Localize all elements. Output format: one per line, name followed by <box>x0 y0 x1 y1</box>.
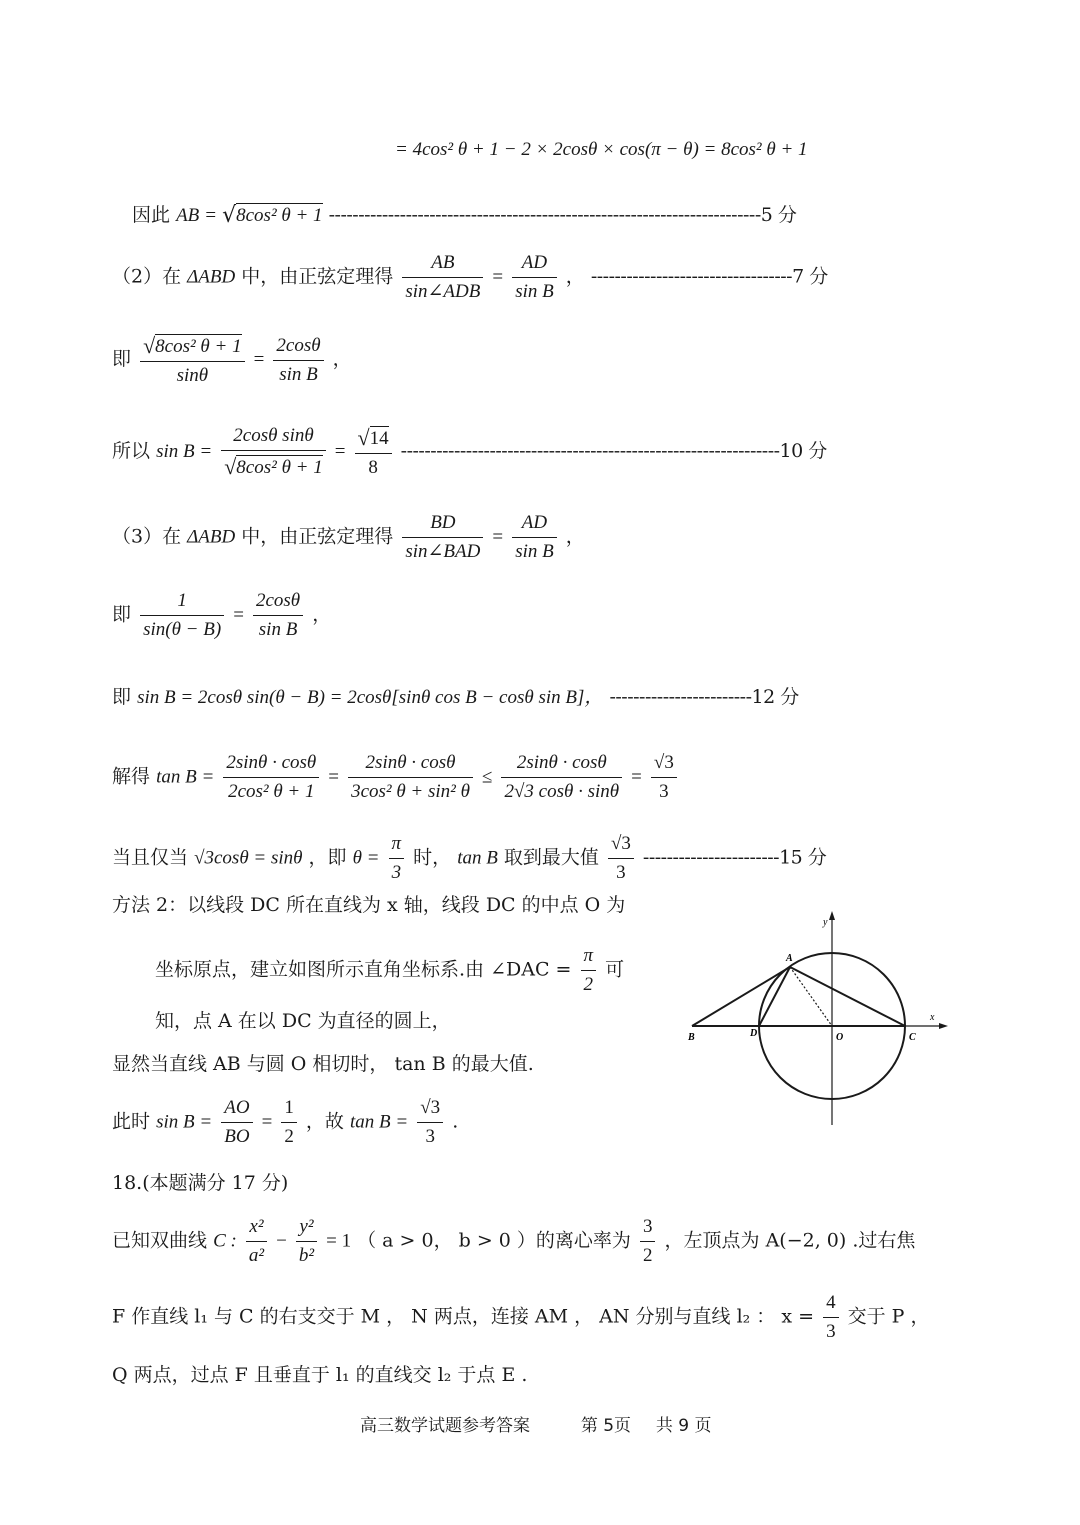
score-12: ------------------------12 分 <box>609 686 799 708</box>
fraction-1 <box>223 752 319 803</box>
footer <box>360 1418 711 1435</box>
coordinate-figure <box>680 905 960 1130</box>
fraction-3 <box>501 752 622 803</box>
numerator: √3 <box>651 752 677 778</box>
text: ，故 <box>305 1110 344 1133</box>
fraction-3 <box>640 1216 656 1267</box>
ab-label: AB <box>176 205 200 226</box>
numerator: √3 <box>417 1097 443 1123</box>
fraction-1 <box>140 590 224 641</box>
numerator: π <box>389 833 405 859</box>
text: 可 <box>605 958 625 981</box>
fraction-4 <box>651 752 677 803</box>
eq-sign: = <box>328 766 340 788</box>
numerator: 2sinθ · cosθ <box>501 752 622 778</box>
denominator: sin B <box>515 280 554 302</box>
footer-total: 共 9 页 <box>655 1416 712 1436</box>
prefix: 当且仅当 <box>112 846 189 869</box>
lhs: tan B = <box>156 766 215 788</box>
expression: sin B = 2cosθ sin(θ − B) = 2cosθ[sinθ cos B − cosθ sin B]， <box>137 687 604 708</box>
denominator: 2cos² θ + 1 <box>228 780 315 802</box>
tan: tan B = <box>349 1111 409 1133</box>
denominator: sin∠ADB <box>405 280 481 302</box>
fraction-1 <box>402 512 483 563</box>
denominator: sin B <box>258 618 298 640</box>
coordinate-setup <box>155 945 624 996</box>
numerator: 3 <box>640 1216 656 1242</box>
perpendicular-statement: Q 两点，过点 F 且垂直于 l₁ 的直线交 l₂ 于点 E . <box>112 1364 528 1386</box>
sqrt: √8cos² θ + 1 <box>222 203 323 228</box>
denominator: √8cos² θ + 1 <box>224 453 323 479</box>
segment-ao <box>790 967 832 1026</box>
denominator: 3 <box>425 1125 435 1147</box>
prefix: 所以 <box>112 440 151 463</box>
text: F 作直线 l₁ 与 C 的右支交于 M ， N 两点，连接 AM ， AN 分别与直线 l₂ ： x = <box>112 1305 815 1328</box>
radicand: 8cos² θ + 1 <box>155 336 242 357</box>
eq-sign: = <box>492 266 504 288</box>
condition: （ a > 0， b > 0 ）的离心率为 <box>357 1229 631 1252</box>
eq-sign: = <box>261 1111 273 1133</box>
fraction-1 <box>402 252 483 303</box>
triangle: ΔABD <box>187 266 236 288</box>
score-10: ----------------------------------------------------------------10 分 <box>400 440 827 463</box>
numerator: 1 <box>281 1097 297 1123</box>
condition: √3cosθ = sinθ <box>194 847 303 869</box>
max-condition <box>112 833 826 884</box>
curve-c: C : <box>213 1230 237 1252</box>
numerator: 4 <box>823 1292 839 1318</box>
numerator: AO <box>221 1097 252 1123</box>
numerator: 1 <box>140 590 224 616</box>
fraction-1 <box>221 425 326 479</box>
radicand: 8cos² θ + 1 <box>236 205 323 226</box>
prefix: 此时 <box>112 1110 151 1133</box>
line-intersection-statement <box>112 1292 930 1343</box>
dot: . <box>452 1110 459 1133</box>
label-o: O <box>836 1032 844 1043</box>
denominator: sin(θ − B) <box>143 618 222 640</box>
score-7: ----------------------------------7 分 <box>590 265 828 288</box>
fraction <box>581 945 597 996</box>
text: 交于 P ， <box>847 1305 930 1328</box>
denominator: 3cos² θ + sin² θ <box>351 780 470 802</box>
fraction-1 <box>389 833 405 884</box>
eq-sign: = <box>334 441 346 463</box>
prefix: （2）在 <box>112 265 182 288</box>
denominator: BO <box>224 1125 250 1147</box>
hyperbola-statement <box>112 1216 915 1267</box>
tanb: tan B <box>457 847 498 869</box>
lhs: sin B = <box>156 1111 213 1133</box>
numerator: AB <box>402 252 483 278</box>
x-axis-arrow-icon <box>939 1023 948 1029</box>
score-15: -----------------------15 分 <box>642 846 827 869</box>
score-5: -------------------------------------------------------------------------5 分 <box>328 204 797 226</box>
fraction-1 <box>221 1097 252 1148</box>
numerator: 2cosθ sinθ <box>221 425 326 451</box>
fraction-2 <box>608 833 634 884</box>
denominator: a² <box>248 1244 265 1266</box>
eq-sign: = <box>631 766 642 788</box>
fraction-1 <box>246 1216 267 1267</box>
comma: ， <box>565 525 585 548</box>
numerator: BD <box>402 512 483 538</box>
numerator: π <box>581 945 597 971</box>
denominator: 2 <box>583 973 594 995</box>
minus-sign: − <box>276 1230 287 1252</box>
prefix: 因此 <box>132 204 171 226</box>
numerator: x² <box>246 1216 267 1242</box>
denominator: sin B <box>279 363 318 385</box>
equation-line-7 <box>112 590 331 641</box>
fraction <box>823 1292 839 1343</box>
fraction-2 <box>273 335 323 386</box>
eq-sign: = 1 <box>326 1230 352 1252</box>
prefix: 即 <box>112 348 132 371</box>
fraction-3 <box>417 1097 443 1148</box>
conclusion-ab <box>132 205 796 227</box>
denominator: 2√3 cosθ · sinθ <box>504 780 620 802</box>
label-x: x <box>930 1012 935 1023</box>
numerator: 2cosθ <box>253 590 303 616</box>
denominator: 2 <box>284 1125 294 1147</box>
numerator: 2sinθ · cosθ <box>348 752 473 778</box>
le-sign: ≤ <box>482 766 493 788</box>
numerator: √3 <box>608 833 634 859</box>
text: ，左顶点为 A(−2, 0) .过右焦 <box>664 1229 916 1252</box>
denominator: 3 <box>826 1320 836 1342</box>
label-d: D <box>750 1028 758 1039</box>
part-2-heading <box>112 252 828 303</box>
text: 取到最大值 <box>503 846 599 869</box>
text: 时， <box>413 846 452 869</box>
fraction-2 <box>355 425 392 479</box>
tanb-derivation <box>112 752 680 803</box>
denominator: sin∠BAD <box>405 540 481 562</box>
denominator: 2 <box>642 1244 653 1266</box>
prefix: 即 <box>112 686 132 708</box>
circle-statement: 知，点 A 在以 DC 为直径的圆上， <box>155 1010 451 1032</box>
denominator: sin B <box>515 540 554 562</box>
denominator: 3 <box>659 780 669 802</box>
numerator: √8cos² θ + 1 <box>140 333 245 362</box>
eq-sign: = <box>205 205 217 226</box>
final-result <box>112 1097 458 1148</box>
denominator: sinθ <box>176 365 209 387</box>
prefix: 已知双曲线 <box>112 1229 208 1252</box>
question-18-title: 18.(本题满分 17 分) <box>112 1172 289 1194</box>
triangle: ΔABD <box>187 526 236 548</box>
numerator: 2sinθ · cosθ <box>223 752 319 778</box>
prefix: 即 <box>112 603 132 626</box>
lhs: sin B = <box>156 441 213 463</box>
equation-line-1: = 4cos² θ + 1 − 2 × 2cosθ × cos(π − θ) = 8cos² θ + 1 <box>395 139 808 160</box>
fraction-2 <box>348 752 473 803</box>
footer-page: 第 5页 <box>580 1416 632 1436</box>
denominator: 8 <box>368 457 378 479</box>
fraction-2 <box>512 252 557 303</box>
radicand: 14 <box>369 428 389 449</box>
numerator: y² <box>296 1216 317 1242</box>
fraction-2 <box>296 1216 317 1267</box>
denominator: 3 <box>616 861 626 883</box>
label-a: A <box>786 953 793 964</box>
tangent-statement: 显然当直线 AB 与圆 O 相切时， tan B 的最大值. <box>112 1053 534 1075</box>
numerator: AD <box>512 512 557 538</box>
text: ，即 <box>308 846 347 869</box>
equation-line-8 <box>112 688 799 707</box>
denominator: 3 <box>391 861 402 883</box>
fraction-1 <box>140 333 245 387</box>
numerator: √14 <box>355 425 392 454</box>
fraction-2 <box>281 1097 297 1148</box>
fraction-2 <box>512 512 557 563</box>
comma: ， <box>565 265 585 288</box>
fraction-2 <box>253 590 303 641</box>
eq-sign: = <box>233 604 244 626</box>
numerator: 2cosθ <box>273 335 323 361</box>
footer-title: 高三数学试题参考答案 <box>360 1416 530 1436</box>
label-b: B <box>688 1032 695 1043</box>
prefix: （3）在 <box>112 525 182 548</box>
numerator: AD <box>512 252 557 278</box>
text: 坐标原点，建立如图所示直角坐标系.由 ∠DAC = <box>155 958 572 981</box>
text: 中，由正弦定理得 <box>241 265 394 288</box>
y-axis-arrow-icon <box>829 911 835 920</box>
radicand: 8cos² θ + 1 <box>236 456 323 478</box>
label-y: y <box>823 917 828 928</box>
prefix: 解得 <box>112 765 151 788</box>
eq-sign: = <box>492 526 504 548</box>
eq-sign: = <box>253 349 265 371</box>
comma: ， <box>312 603 332 626</box>
part-3-heading <box>112 512 585 563</box>
comma: ， <box>332 348 352 371</box>
equation-line-4 <box>112 333 352 387</box>
denominator: b² <box>298 1244 315 1266</box>
theta: θ = <box>352 847 380 869</box>
sinb-result <box>112 425 827 479</box>
method-2: 方法 2：以线段 DC 所在直线为 x 轴，线段 DC 的中点 O 为 <box>112 894 626 916</box>
segment-ac <box>790 967 905 1026</box>
text: 中，由正弦定理得 <box>241 525 394 548</box>
label-c: C <box>909 1032 916 1043</box>
